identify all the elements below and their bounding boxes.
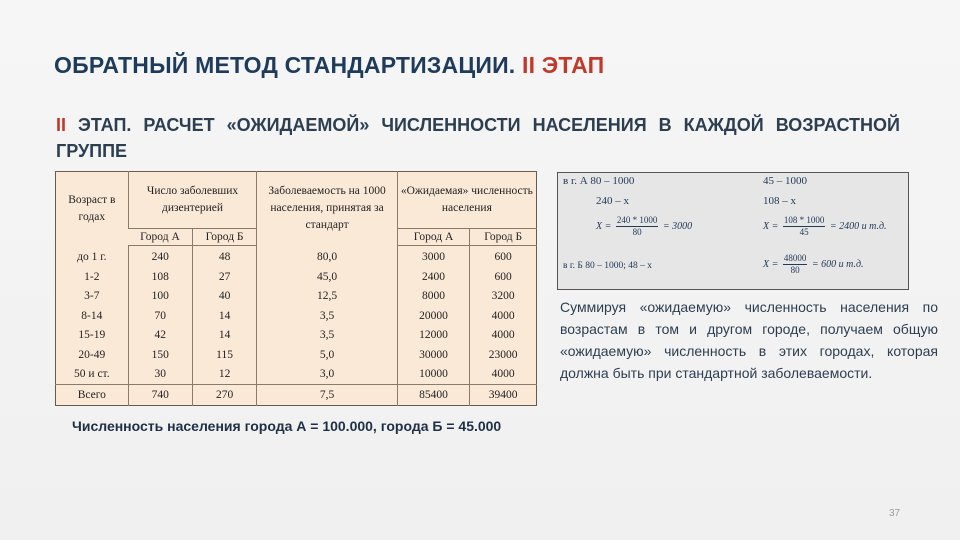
cell-age: Всего: [56, 385, 129, 406]
cell-exp-a: 30000: [397, 345, 470, 364]
cell-exp-a: 12000: [397, 326, 470, 345]
cell-cases-b: 14: [192, 306, 257, 325]
cell-cases-b: 48: [192, 246, 257, 268]
subtitle-accent: II: [56, 115, 79, 135]
dysentery-data-table: [55, 171, 537, 406]
table-row: [56, 345, 537, 364]
table-row: [56, 365, 537, 385]
cell-cases-a: 150: [128, 345, 192, 364]
formula-a-lhs: X =: [596, 220, 612, 232]
formula-a-fraction: [616, 215, 659, 238]
table-total-row: [56, 385, 537, 406]
cell-cases-b: 270: [192, 385, 257, 406]
cell-cases-a: 70: [128, 306, 192, 325]
table-row: [56, 287, 537, 306]
cell-age: до 1 г.: [77, 250, 107, 263]
formula-c-fraction: [783, 215, 826, 238]
cell-age: 1-2: [84, 270, 100, 283]
cell-rate: 3,5: [257, 306, 397, 325]
cell-cases-a: 740: [128, 385, 192, 406]
cell-cases-b: 40: [192, 287, 257, 306]
formula-a-equation: [596, 215, 692, 238]
cell-age: 20-49: [78, 348, 106, 361]
cell-rate: 80,0: [257, 246, 397, 268]
cell-exp-b: 39400: [470, 385, 537, 406]
cell-cases-b: 115: [192, 345, 257, 364]
formula-b-denominator: 80: [790, 265, 800, 275]
cell-cases-b: 14: [192, 326, 257, 345]
formula-c-equation: [763, 215, 887, 238]
cell-cases-a: 30: [128, 365, 192, 385]
formula-c-denominator: 45: [799, 227, 809, 237]
table-row: [56, 306, 537, 325]
header-expected-city-b: Город Б: [470, 229, 537, 246]
cell-cases-a: 240: [128, 246, 192, 268]
formula-b-equation: [763, 253, 864, 276]
cell-cases-a: 108: [128, 268, 192, 287]
formula-c-line2: 108 – x: [763, 195, 796, 207]
header-expected-city-a: Город А: [397, 229, 470, 246]
cell-exp-b: 600: [470, 268, 537, 287]
table-row: [56, 246, 537, 268]
cell-exp-a: 85400: [397, 385, 470, 406]
cell-exp-b: 23000: [470, 345, 537, 364]
cell-exp-b: 4000: [470, 326, 537, 345]
header-age: Возраст в годах: [68, 193, 116, 223]
cell-rate: 3,0: [257, 365, 397, 385]
cell-rate: 45,0: [257, 268, 397, 287]
formula-a-result: = 3000: [662, 220, 693, 232]
cell-rate: 7,5: [257, 385, 397, 406]
slide-title: [54, 52, 604, 79]
cell-exp-a: 2400: [397, 268, 470, 287]
header-cases-city-b: Город Б: [192, 229, 257, 246]
cell-exp-a: 10000: [397, 365, 470, 385]
cell-age: 50 и ст.: [74, 368, 110, 381]
cell-exp-b: 4000: [470, 306, 537, 325]
formula-b-numerator: 48000: [783, 253, 807, 263]
cell-exp-a: 8000: [397, 287, 470, 306]
cell-rate: 5,0: [257, 345, 397, 364]
cell-cases-b: 12: [192, 365, 257, 385]
page-number: 37: [889, 508, 901, 519]
cell-rate: 12,5: [257, 287, 397, 306]
header-rate: Заболеваемость на 1000 населения, принятая за стандарт: [257, 172, 397, 246]
header-cases: Число заболевших дизентерией: [128, 172, 257, 229]
formula-c-lhs: X =: [763, 220, 779, 232]
formula-c-result: = 2400 и т.д.: [829, 220, 887, 232]
formula-a-numerator: 240 * 1000: [616, 215, 658, 225]
population-note: Численность населения города А = 100.000, города Б = 45.000: [72, 418, 502, 434]
formula-a-line2: 240 – x: [596, 195, 629, 207]
proportion-formula-box: [557, 172, 909, 290]
slide-title-main: ОБРАТНЫЙ МЕТОД СТАНДАРТИЗАЦИИ.: [54, 52, 522, 78]
formula-c-line1: 45 – 1000: [763, 175, 807, 187]
cell-age: 8-14: [81, 309, 103, 322]
cell-exp-b: 4000: [470, 365, 537, 385]
cell-exp-a: 20000: [397, 306, 470, 325]
cell-age: 3-7: [84, 290, 100, 303]
table-row: [56, 268, 537, 287]
subtitle-text: ЭТАП. РАСЧЕТ «ОЖИДАЕМОЙ» ЧИСЛЕННОСТИ НАСЕЛЕНИЯ В КАЖДОЙ ВОЗРАСТНОЙ ГРУППЕ: [56, 115, 900, 161]
formula-b-result: = 600 и т.д.: [811, 258, 864, 270]
section-subtitle: [56, 112, 900, 164]
formula-c-numerator: 108 * 1000: [783, 215, 825, 225]
formula-b-fraction: [783, 253, 808, 276]
table-row: [56, 326, 537, 345]
cell-exp-b: 3200: [470, 287, 537, 306]
cell-rate: 3,5: [257, 326, 397, 345]
summary-paragraph: Суммируя «ожидаемую» численность населения по возрастам в том и другом городе, получаем общую «ожидаемую» численность в этих городах, которая должна быть при стандартной заболеваемости.: [560, 299, 938, 381]
cell-age: 15-19: [78, 329, 106, 342]
cell-exp-a: 3000: [397, 246, 470, 268]
cell-cases-a: 100: [128, 287, 192, 306]
header-cases-city-a: Город А: [128, 229, 192, 246]
formula-a-denominator: 80: [632, 227, 642, 237]
cell-cases-b: 27: [192, 268, 257, 287]
cell-exp-b: 600: [470, 246, 537, 268]
cell-cases-a: 42: [128, 326, 192, 345]
slide-title-accent: II ЭТАП: [521, 52, 605, 78]
header-expected: «Ожидаемая» численность населения: [397, 172, 536, 229]
formula-b-line: в г. Б 80 – 1000; 48 – x: [563, 261, 653, 271]
formula-a-line1: в г. А 80 – 1000: [563, 175, 635, 187]
formula-b-lhs: X =: [763, 258, 779, 270]
